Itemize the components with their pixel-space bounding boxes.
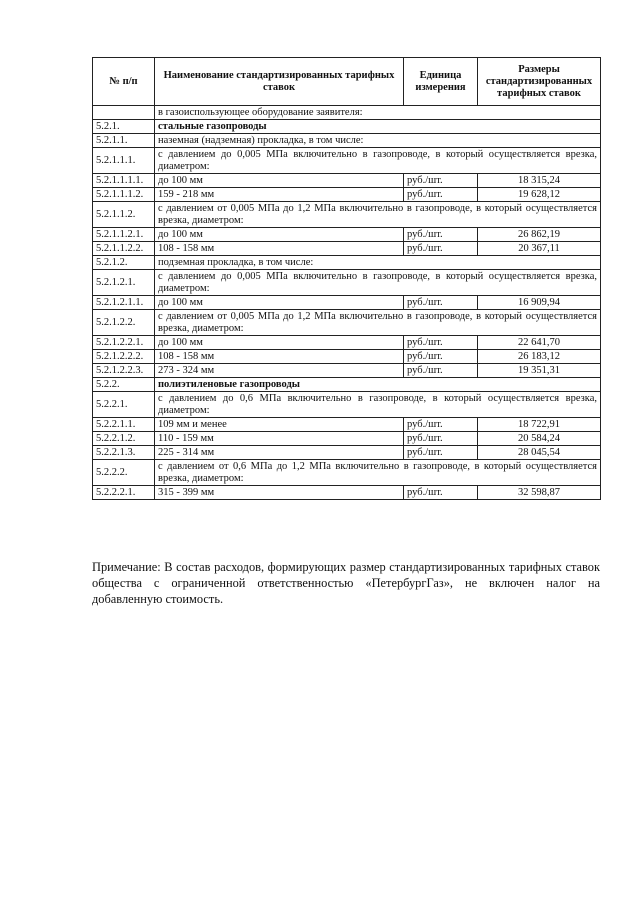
row-number: 5.2.1.2.2.2. — [93, 350, 155, 364]
row-name: до 100 мм — [155, 228, 404, 242]
row-number: 5.2.1.2.1.1. — [93, 296, 155, 310]
table-row — [93, 174, 601, 188]
table-row — [93, 296, 601, 310]
row-number: 5.2.1.1.1.2. — [93, 188, 155, 202]
row-value: 19 628,12 — [478, 188, 601, 202]
row-unit: руб./шт. — [404, 418, 478, 432]
note-paragraph: Примечание: В состав расходов, формирующих размер стандартизированных тарифных ставок общества с ограниченной ответственностью «ПетербургГаз», не включен налог на добавленную стоимость. — [92, 560, 600, 607]
row-unit: руб./шт. — [404, 486, 478, 500]
row-value: 28 045,54 — [478, 446, 601, 460]
row-number: 5.2.1.2.2.1. — [93, 336, 155, 350]
row-number: 5.2.1.1.2.1. — [93, 228, 155, 242]
row-name: с давлением до 0,005 МПа включительно в газопроводе, в который осуществляется врезка, диаметром: — [155, 270, 601, 296]
row-value: 16 909,94 — [478, 296, 601, 310]
row-number: 5.2.1.1.1. — [93, 148, 155, 174]
row-name: 315 - 399 мм — [155, 486, 404, 500]
row-number: 5.2.2.1.2. — [93, 432, 155, 446]
row-name: с давлением от 0,005 МПа до 1,2 МПа включительно в газопроводе, в который осуществляется врезка, диаметром: — [155, 202, 601, 228]
row-value: 20 367,11 — [478, 242, 601, 256]
row-number: 5.2.1.1.2.2. — [93, 242, 155, 256]
table-row — [93, 188, 601, 202]
row-unit: руб./шт. — [404, 228, 478, 242]
section-title: стальные газопроводы — [155, 120, 601, 134]
table-row — [93, 486, 601, 500]
row-value: 19 351,31 — [478, 364, 601, 378]
row-number: 5.2.1.1. — [93, 134, 155, 148]
tariff-table — [92, 57, 601, 500]
row-value: 32 598,87 — [478, 486, 601, 500]
row-name: с давлением от 0,005 МПа до 1,2 МПа включительно в газопроводе, в который осуществляется врезка, диаметром: — [155, 310, 601, 336]
row-name: до 100 мм — [155, 296, 404, 310]
row-unit: руб./шт. — [404, 242, 478, 256]
table-row — [93, 418, 601, 432]
row-value: 20 584,24 — [478, 432, 601, 446]
table-row — [93, 336, 601, 350]
row-number: 5.2.2.2. — [93, 460, 155, 486]
row-name: 273 - 324 мм — [155, 364, 404, 378]
table-row — [93, 432, 601, 446]
row-number — [93, 106, 155, 120]
section-title: полиэтиленовые газопроводы — [155, 378, 601, 392]
table-row — [93, 106, 601, 120]
row-value: 18 315,24 — [478, 174, 601, 188]
table-row — [93, 364, 601, 378]
header-number: № п/п — [93, 58, 155, 106]
row-name: 108 - 158 мм — [155, 350, 404, 364]
row-value: 18 722,91 — [478, 418, 601, 432]
table-row — [93, 392, 601, 418]
row-number: 5.2.1.1.2. — [93, 202, 155, 228]
header-name: Наименование стандартизированных тарифных ставок — [155, 58, 404, 106]
row-name: подземная прокладка, в том числе: — [155, 256, 601, 270]
row-number: 5.2.1.2.2.3. — [93, 364, 155, 378]
row-name: в газоиспользующее оборудование заявителя: — [155, 106, 601, 120]
row-name: 225 - 314 мм — [155, 446, 404, 460]
row-number: 5.2.2.2.1. — [93, 486, 155, 500]
row-number: 5.2.1.1.1.1. — [93, 174, 155, 188]
table-row — [93, 202, 601, 228]
table-row — [93, 310, 601, 336]
table-row — [93, 256, 601, 270]
row-number: 5.2.2.1. — [93, 392, 155, 418]
row-name: с давлением до 0,6 МПа включительно в газопроводе, в который осуществляется врезка, диаметром: — [155, 392, 601, 418]
row-unit: руб./шт. — [404, 432, 478, 446]
table-row — [93, 228, 601, 242]
row-number: 5.2.1.2. — [93, 256, 155, 270]
row-unit: руб./шт. — [404, 296, 478, 310]
row-name: 109 мм и менее — [155, 418, 404, 432]
row-number: 5.2.2.1.3. — [93, 446, 155, 460]
row-value: 26 183,12 — [478, 350, 601, 364]
row-name: 159 - 218 мм — [155, 188, 404, 202]
row-value: 22 641,70 — [478, 336, 601, 350]
row-name: до 100 мм — [155, 336, 404, 350]
row-name: с давлением до 0,005 МПа включительно в газопроводе, в который осуществляется врезка, диаметром: — [155, 148, 601, 174]
row-number: 5.2.1.2.1. — [93, 270, 155, 296]
table-row — [93, 446, 601, 460]
row-number: 5.2.1.2.2. — [93, 310, 155, 336]
row-unit: руб./шт. — [404, 364, 478, 378]
row-value: 26 862,19 — [478, 228, 601, 242]
row-number: 5.2.2. — [93, 378, 155, 392]
table-row — [93, 378, 601, 392]
table-row — [93, 120, 601, 134]
row-unit: руб./шт. — [404, 350, 478, 364]
table-row — [93, 148, 601, 174]
row-name: 108 - 158 мм — [155, 242, 404, 256]
header-size: Размеры стандартизированных тарифных ставок — [478, 58, 601, 106]
table-row — [93, 460, 601, 486]
table-header-row — [93, 58, 601, 106]
row-name: наземная (надземная) прокладка, в том числе: — [155, 134, 601, 148]
table-row — [93, 350, 601, 364]
row-number: 5.2.2.1.1. — [93, 418, 155, 432]
row-unit: руб./шт. — [404, 174, 478, 188]
row-name: 110 - 159 мм — [155, 432, 404, 446]
table-row — [93, 270, 601, 296]
row-name: до 100 мм — [155, 174, 404, 188]
header-unit: Единица измерения — [404, 58, 478, 106]
row-unit: руб./шт. — [404, 336, 478, 350]
table-row — [93, 242, 601, 256]
table-row — [93, 134, 601, 148]
row-name: с давлением от 0,6 МПа до 1,2 МПа включительно в газопроводе, в который осуществляется врезка, диаметром: — [155, 460, 601, 486]
row-number: 5.2.1. — [93, 120, 155, 134]
row-unit: руб./шт. — [404, 446, 478, 460]
row-unit: руб./шт. — [404, 188, 478, 202]
